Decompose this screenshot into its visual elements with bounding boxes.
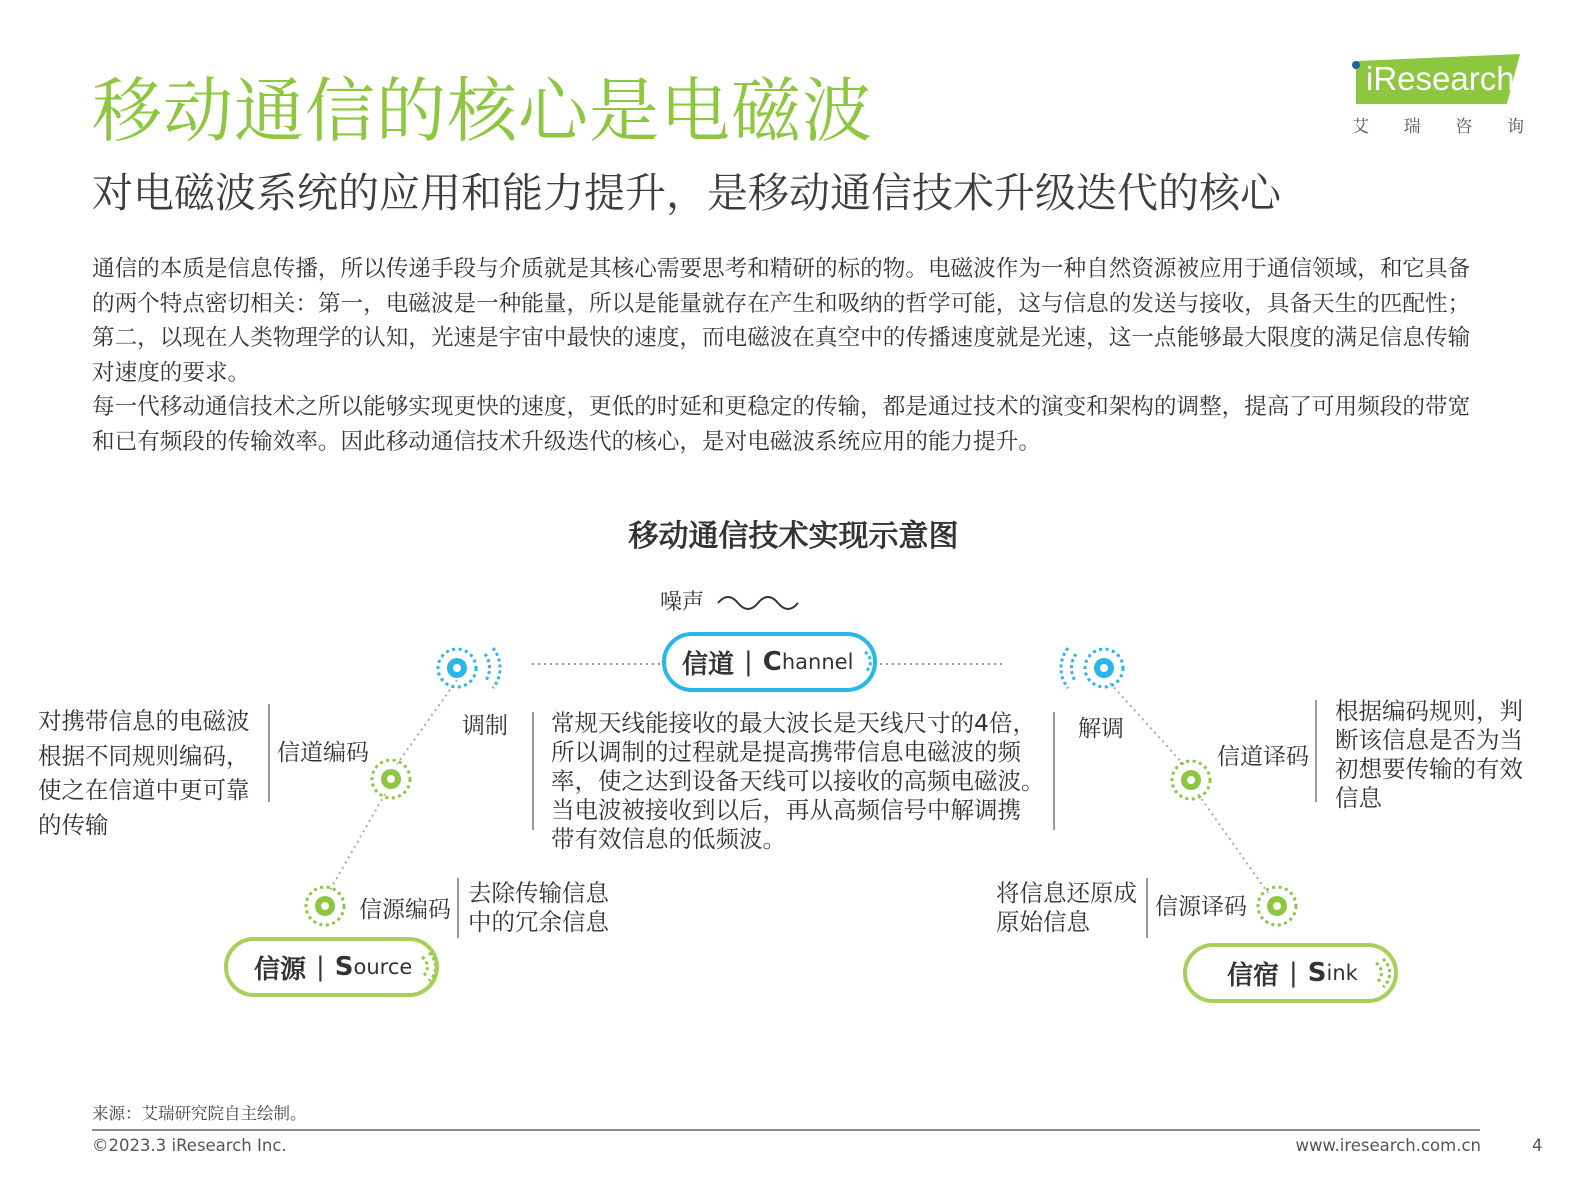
modulation-label: 调制 (462, 713, 508, 739)
channel-pill (662, 632, 877, 692)
copyright: ©2023.3 iResearch Inc. (92, 1136, 287, 1155)
logo-brand: iResearch (1366, 60, 1515, 97)
desc-line: 中的冗余信息 (468, 908, 609, 936)
desc-line: 所以调制的过程就是提高携带信息电磁波的频 (551, 738, 1021, 766)
desc-line: 率，使之达到设备天线可以接收的高频电磁波。 (551, 767, 1045, 795)
source-rest: ource (353, 955, 413, 979)
source-note: 来源：艾瑞研究院自主绘制。 (92, 1104, 307, 1123)
source-cn: 信源 (254, 954, 307, 985)
source-decoding-node-icon (1258, 887, 1296, 925)
desc-line: 断该信息是否为当 (1335, 726, 1523, 754)
desc-line: 当电波被接收到以后，再从高频信号中解调携 (551, 796, 1021, 824)
demodulation-node-icon (1061, 648, 1123, 688)
channel-coding-description (38, 704, 268, 842)
source-coding-node-icon (306, 887, 344, 925)
source-decoding-description (996, 879, 1156, 937)
channel-cn: 信道 (682, 649, 735, 680)
logo-char: 咨 (1455, 117, 1473, 137)
sink-cn: 信宿 (1227, 960, 1280, 991)
channel-separator: | (744, 647, 753, 677)
desc-line: 对携带信息的电磁波 (38, 707, 250, 735)
diagram-title: 移动通信技术实现示意图 (628, 519, 959, 554)
noise-label: 噪声 (660, 590, 705, 615)
page-title: 移动通信的核心是电磁波 (92, 70, 873, 152)
logo-char: 询 (1506, 117, 1524, 137)
signal-wave-icon (1372, 956, 1392, 990)
left-path-upper (397, 680, 457, 764)
channel-coding-label: 信道编码 (277, 740, 369, 766)
source-pill (224, 937, 439, 997)
signal-wave-icon (861, 645, 873, 679)
source-cap: S (334, 952, 354, 982)
source-coding-description (468, 879, 628, 937)
channel-decoding-label: 信道译码 (1217, 744, 1309, 770)
paragraph-1: 通信的本质是信息传播，所以传递手段与介质就是其核心需要思考和精研的标的物。电磁波作为一种自然资源被应用于通信领域，和它具备的两个特点密切相关：第一，电磁波是一种能量，所以是能量就存在产生和吸纳的哲学可能，这与信息的发送与接收，具备天生的匹配性；第二，以现在人类物理学的认知，光速是宇宙中最快的速度，而电磁波在真空中的传播速度就是光速，这一点能够最大限度的满足信息传输对速度的要求。 (92, 256, 1471, 386)
page-number: 4 (1532, 1136, 1543, 1155)
desc-line: 常规天线能接收的最大波长是天线尺寸的4倍， (551, 709, 1036, 737)
modulation-node-icon (438, 648, 500, 688)
demodulation-label: 解调 (1078, 716, 1124, 742)
logo-char: 艾 (1352, 117, 1369, 137)
channel-decoding-node-icon (1172, 761, 1210, 799)
channel-rest: hannel (781, 650, 854, 674)
desc-line: 根据编码规则，判 (1335, 697, 1523, 725)
website-link[interactable]: www.iresearch.com.cn (1295, 1136, 1481, 1155)
logo-char: 瑞 (1403, 117, 1421, 137)
source-coding-label: 信源编码 (359, 897, 451, 923)
desc-line: 使之在信道中更可靠 (38, 776, 250, 804)
sink-rest: ink (1326, 961, 1358, 985)
sink-pill (1183, 943, 1398, 1003)
channel-cap: C (762, 647, 782, 677)
desc-line: 初想要传输的有效 (1335, 755, 1523, 783)
desc-line: 原始信息 (996, 908, 1090, 936)
desc-line: 将信息还原成 (996, 879, 1137, 907)
desc-line: 去除传输信息 (468, 879, 609, 907)
sink-cap: S (1307, 958, 1327, 988)
footer-divider (92, 1129, 1480, 1131)
sink-separator: | (1289, 958, 1298, 988)
paragraph-2: 每一代移动通信技术之所以能够实现更快的速度，更低的时延和更稳定的传输，都是通过技术的演变和架构的调整，提高了可用频段的带宽和已有频段的传输效率。因此移动通信技术升级迭代的核心，是对电磁波系统应用的能力提升。 (92, 394, 1471, 455)
page-subtitle: 对电磁波系统的应用和能力提升，是移动通信技术升级迭代的核心 (92, 169, 1281, 217)
desc-line: 根据不同规则编码， (38, 741, 250, 770)
desc-line: 带有效信息的低频波。 (551, 825, 786, 853)
noise-wave-icon (718, 597, 798, 609)
left-path-lower (330, 794, 385, 890)
source-decoding-label: 信源译码 (1155, 894, 1247, 920)
signal-wave-icon (418, 950, 435, 984)
desc-line: 信息 (1335, 784, 1382, 812)
channel-coding-node-icon (372, 760, 410, 798)
right-path-lower (1198, 794, 1268, 893)
channel-decoding-description (1335, 697, 1545, 813)
desc-line: 的传输 (38, 810, 109, 839)
modulation-description (551, 709, 1051, 854)
source-separator: | (316, 952, 325, 982)
